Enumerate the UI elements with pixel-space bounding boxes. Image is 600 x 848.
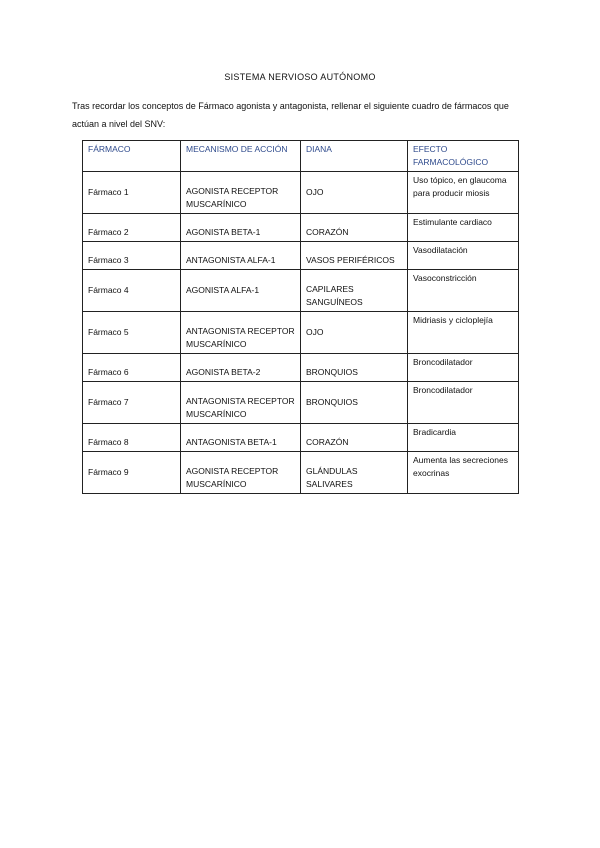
- cell-farmaco: Fármaco 6: [83, 354, 181, 382]
- cell-mecanismo: ANTAGONISTA BETA-1: [181, 424, 301, 452]
- cell-mecanismo: AGONISTA ALFA-1: [181, 270, 301, 312]
- cell-diana: CORAZÓN: [301, 424, 408, 452]
- header-farmaco: FÁRMACO: [83, 141, 181, 172]
- header-diana: DIANA: [301, 141, 408, 172]
- cell-diana: BRONQUIOS: [301, 382, 408, 424]
- cell-efecto: Bradicardia: [408, 424, 519, 452]
- table-row: [83, 382, 519, 424]
- header-efecto: EFECTO FARMACOLÓGICO: [408, 141, 519, 172]
- cell-farmaco: Fármaco 5: [83, 312, 181, 354]
- cell-efecto: Midriasis y cicloplejía: [408, 312, 519, 354]
- cell-farmaco: Fármaco 3: [83, 242, 181, 270]
- cell-mecanismo: ANTAGONISTA RECEPTOR MUSCARÍNICO: [181, 382, 301, 424]
- cell-mecanismo: AGONISTA RECEPTOR MUSCARÍNICO: [181, 172, 301, 214]
- header-mecanismo: MECANISMO DE ACCIÓN: [181, 141, 301, 172]
- table-row: [83, 270, 519, 312]
- table-row: [83, 242, 519, 270]
- table-row: [83, 424, 519, 452]
- cell-farmaco: Fármaco 7: [83, 382, 181, 424]
- cell-diana: OJO: [301, 312, 408, 354]
- cell-diana: CORAZÓN: [301, 214, 408, 242]
- cell-efecto: Vasoconstricción: [408, 270, 519, 312]
- cell-efecto: Vasodilatación: [408, 242, 519, 270]
- cell-farmaco: Fármaco 8: [83, 424, 181, 452]
- cell-diana: CAPILARES SANGUÍNEOS: [301, 270, 408, 312]
- document-title: SISTEMA NERVIOSO AUTÓNOMO: [224, 72, 376, 82]
- cell-mecanismo: ANTAGONISTA RECEPTOR MUSCARÍNICO: [181, 312, 301, 354]
- cell-mecanismo: ANTAGONISTA ALFA-1: [181, 242, 301, 270]
- cell-diana: BRONQUIOS: [301, 354, 408, 382]
- intro-paragraph: Tras recordar los conceptos de Fármaco agonista y antagonista, rellenar el siguiente cuadro de fármacos que actúan a nivel del SNV:: [72, 101, 509, 129]
- cell-farmaco: Fármaco 4: [83, 270, 181, 312]
- cell-farmaco: Fármaco 9: [83, 452, 181, 494]
- table-header-row: [83, 141, 519, 172]
- cell-farmaco: Fármaco 1: [83, 172, 181, 214]
- cell-diana: GLÁNDULAS SALIVARES: [301, 452, 408, 494]
- table-row: [83, 452, 519, 494]
- table-row: [83, 312, 519, 354]
- cell-mecanismo: AGONISTA RECEPTOR MUSCARÍNICO: [181, 452, 301, 494]
- drug-table: [82, 140, 519, 494]
- table-row: [83, 172, 519, 214]
- cell-efecto: Uso tópico, en glaucoma para producir miosis: [408, 172, 519, 214]
- table-row: [83, 354, 519, 382]
- cell-diana: OJO: [301, 172, 408, 214]
- cell-efecto: Aumenta las secreciones exocrinas: [408, 452, 519, 494]
- table-row: [83, 214, 519, 242]
- cell-diana: VASOS PERIFÉRICOS: [301, 242, 408, 270]
- cell-farmaco: Fármaco 2: [83, 214, 181, 242]
- cell-mecanismo: AGONISTA BETA-2: [181, 354, 301, 382]
- cell-efecto: Estimulante cardiaco: [408, 214, 519, 242]
- cell-mecanismo: AGONISTA BETA-1: [181, 214, 301, 242]
- cell-efecto: Broncodilatador: [408, 382, 519, 424]
- cell-efecto: Broncodilatador: [408, 354, 519, 382]
